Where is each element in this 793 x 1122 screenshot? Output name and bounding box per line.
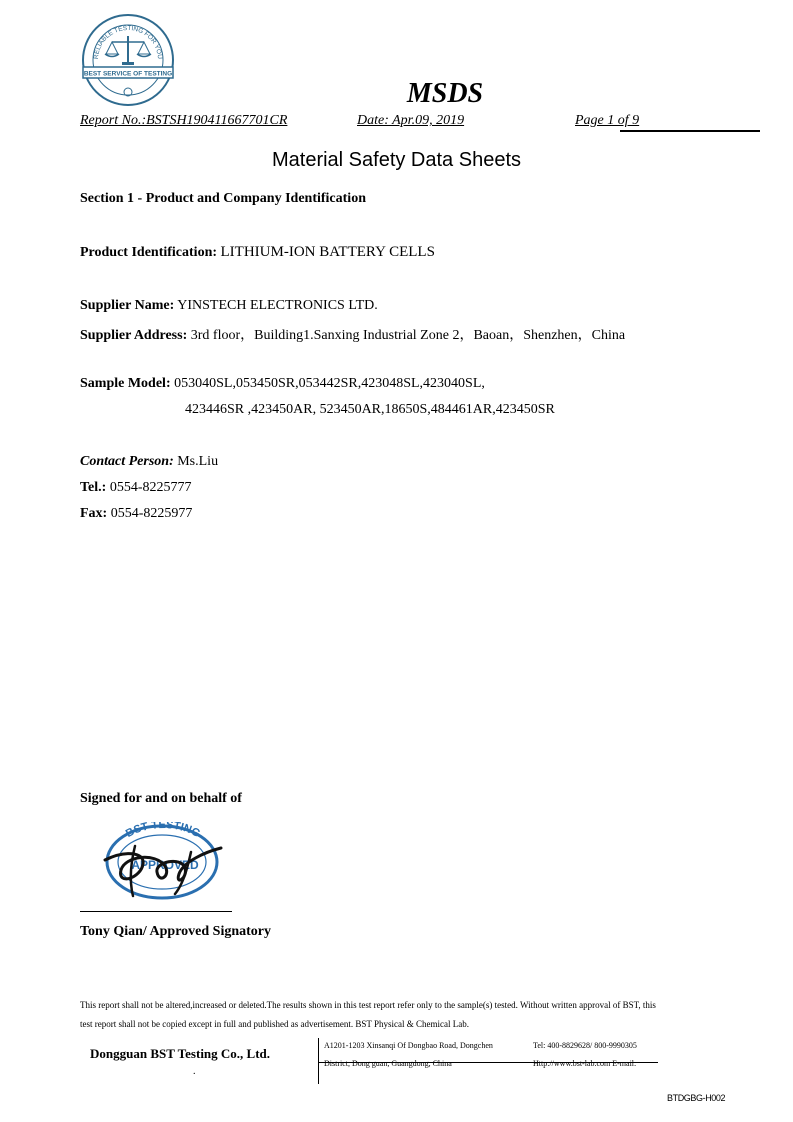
disclaimer-line1: This report shall not be altered,increased or deleted.The results shown in this test report refer only to the sample(s) tested. Without written approval of BST, this (80, 1000, 656, 1010)
supplier-name (80, 298, 378, 314)
svg-text:RELIABLE TESTING FOR YOU: RELIABLE TESTING FOR YOU (92, 24, 164, 60)
company-logo (80, 12, 176, 108)
footer-web: Http://www.bst-lab.com E-mail: (533, 1059, 637, 1068)
sample-model-line1: 053040SL,053450SR,053442SR,423048SL,423040SL, (174, 376, 485, 391)
report-date: Date: Apr.09, 2019 (357, 113, 465, 128)
scales-seal-icon (80, 12, 176, 108)
product-value: LITHIUM-ION BATTERY CELLS (220, 244, 435, 260)
signed-for-label: Signed for and on behalf of (80, 791, 242, 806)
supplier-name-label: Supplier Name: (80, 298, 175, 313)
disclaimer (80, 996, 740, 1034)
svg-text:BST TESTING: BST TESTING (123, 822, 203, 841)
approval-stamp (95, 822, 225, 902)
signatory-name: Tony Qian/ Approved Signatory (80, 924, 272, 939)
footer-company: Dongguan BST Testing Co., Ltd. (90, 1046, 271, 1061)
document-type-title: MSDS (406, 78, 484, 109)
header-rule (620, 130, 760, 132)
contact-person (80, 454, 218, 470)
svg-text:APPROVED: APPROVED (131, 858, 199, 872)
telephone (80, 480, 192, 496)
tel-value: 0554-8225777 (109, 480, 192, 495)
disclaimer-line2: test report shall not be copied except in full and published as advertisement. BST Physical & Chemical Lab. (80, 1019, 469, 1029)
page-title: Material Safety Data Sheets (271, 149, 521, 171)
svg-text:BEST SERVICE OF TESTING: BEST SERVICE OF TESTING (83, 70, 173, 78)
supplier-address (80, 324, 625, 344)
footer-dot: . (193, 1066, 196, 1077)
fax (80, 506, 192, 522)
sample-model-label: Sample Model: (80, 376, 171, 391)
report-header-line (80, 113, 760, 131)
contact-value: Ms.Liu (177, 454, 219, 469)
footer-address-2: District, Dong guan, Guangdong, China (324, 1059, 452, 1068)
supplier-name-value: YINSTECH ELECTRONICS LTD. (177, 298, 378, 313)
contact-label: Contact Person: (80, 454, 174, 469)
supplier-address-label: Supplier Address: (80, 328, 188, 343)
fax-value: 0554-8225977 (110, 506, 193, 521)
tel-label: Tel.: (80, 480, 107, 495)
sample-model (80, 376, 485, 392)
report-number: Report No.:BSTSH190411667701CR (80, 113, 288, 128)
signature-line (80, 911, 232, 912)
product-identification (80, 244, 435, 261)
fax-label: Fax: (80, 506, 108, 521)
supplier-address-value: 3rd floor，Building1.Sanxing Industrial Zone 2，Baoan，Shenzhen，China (190, 328, 626, 343)
footer-divider (318, 1038, 319, 1084)
sample-model-line2: 423446SR ,423450AR, 523450AR,18650S,484461AR,423450SR (185, 402, 555, 417)
section-heading: Section 1 - Product and Company Identification (80, 191, 366, 206)
footer-address-1: A1201-1203 Xinsanqi Of Dongbao Road, Dongchen (324, 1041, 493, 1050)
page-indicator: Page 1 of 9 (575, 113, 640, 128)
form-code: BTDGBG-H002 (667, 1093, 726, 1103)
approved-stamp-icon (95, 822, 225, 902)
footer-tel: Tel: 400-8829628/ 800-9990305 (533, 1041, 637, 1050)
product-label: Product Identification: (80, 245, 218, 260)
